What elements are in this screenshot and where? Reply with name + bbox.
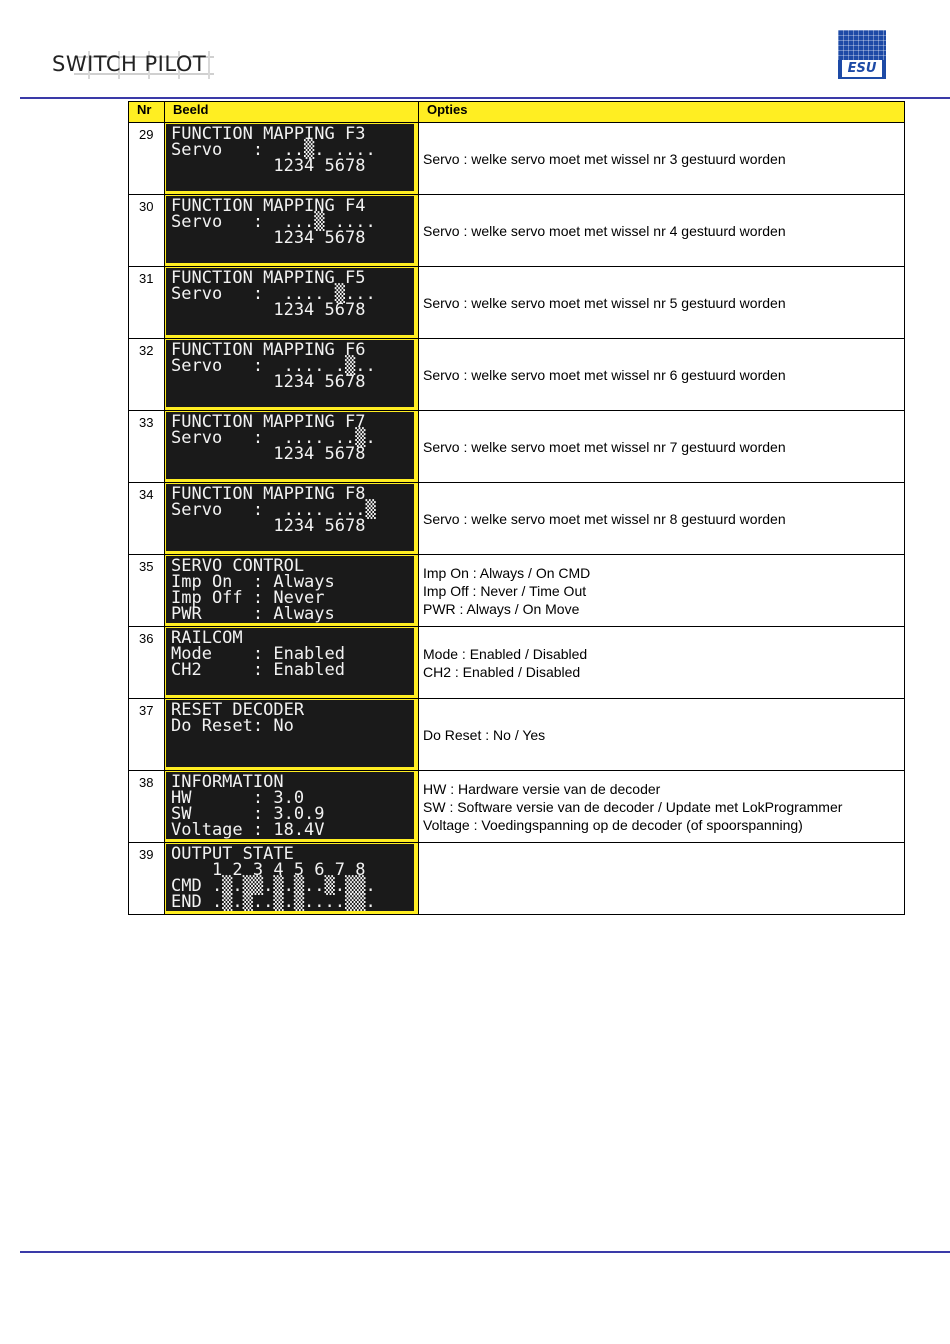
lcd-screen xyxy=(166,412,414,479)
row-number: 37 xyxy=(129,699,165,771)
table-row xyxy=(129,483,905,555)
footer-rule xyxy=(20,1251,950,1253)
options-cell xyxy=(419,843,905,915)
esu-logo-text: ESU xyxy=(842,60,882,77)
header-beeld: Beeld xyxy=(165,102,419,123)
brand-name: SWITCH PILOT xyxy=(52,52,207,76)
switch-pilot-logo xyxy=(52,48,217,80)
lcd-screen xyxy=(166,772,414,839)
lcd-line: RESET DECODER xyxy=(171,700,305,720)
row-number: 31 xyxy=(129,267,165,339)
lcd-line: FUNCTION MAPPING F3 xyxy=(171,124,366,144)
lcd-line: Do Reset: No xyxy=(171,716,294,736)
row-number: 35 xyxy=(129,555,165,627)
display-cell xyxy=(165,627,419,699)
option-line: Servo : welke servo moet met wissel nr 7 gestuurd worden xyxy=(423,438,786,455)
display-cell xyxy=(165,195,419,267)
option-line: Servo : welke servo moet met wissel nr 4 gestuurd worden xyxy=(423,222,786,239)
lcd-line: 1234 5678 xyxy=(171,444,366,464)
option-line: Voltage : Voedingspanning op de decoder (of spoorspanning) xyxy=(423,816,803,833)
options-cell xyxy=(419,699,905,771)
option-line: Servo : welke servo moet met wissel nr 8 gestuurd worden xyxy=(423,510,786,527)
lcd-line: Servo : ..▒. .... xyxy=(171,140,376,160)
esu-logo xyxy=(838,30,886,79)
table-row xyxy=(129,339,905,411)
option-line: Imp Off : Never / Time Out xyxy=(423,582,587,599)
row-number: 32 xyxy=(129,339,165,411)
lcd-screen xyxy=(166,124,414,191)
header-opties: Opties xyxy=(419,102,905,123)
lcd-line: 1 2 3 4 5 6 7 8 xyxy=(171,860,366,880)
option-line: Mode : Enabled / Disabled xyxy=(423,645,588,662)
row-number: 38 xyxy=(129,771,165,843)
lcd-line: FUNCTION MAPPING F6 xyxy=(171,340,366,360)
row-number: 36 xyxy=(129,627,165,699)
lcd-line: PWR : Always xyxy=(171,604,335,623)
table-row xyxy=(129,627,905,699)
lcd-line: FUNCTION MAPPING F8 xyxy=(171,484,366,504)
display-cell xyxy=(165,771,419,843)
display-cell xyxy=(165,483,419,555)
row-number: 39 xyxy=(129,843,165,915)
lcd-line: Servo : .... ..▒. xyxy=(171,428,376,448)
row-number: 33 xyxy=(129,411,165,483)
lcd-line: Voltage : 18.4V xyxy=(171,820,325,839)
option-line: Servo : welke servo moet met wissel nr 6 gestuurd worden xyxy=(423,366,786,383)
lcd-line: HW : 3.0 xyxy=(171,788,305,808)
options-cell xyxy=(419,267,905,339)
options-cell xyxy=(419,195,905,267)
lcd-line: Imp Off : Never xyxy=(171,588,325,608)
table-row xyxy=(129,699,905,771)
lcd-line: 1234 5678 xyxy=(171,516,366,536)
table-row xyxy=(129,771,905,843)
lcd-line: FUNCTION MAPPING F4 xyxy=(171,196,366,216)
table-row xyxy=(129,123,905,195)
lcd-line: 1234 5678 xyxy=(171,372,366,392)
lcd-screen xyxy=(166,340,414,407)
lcd-line: 1234 5678 xyxy=(171,156,366,176)
table-row xyxy=(129,267,905,339)
header-rule xyxy=(20,97,950,99)
table-row xyxy=(129,195,905,267)
row-number: 34 xyxy=(129,483,165,555)
lcd-line: Imp On : Always xyxy=(171,572,335,592)
option-line: Servo : welke servo moet met wissel nr 3 gestuurd worden xyxy=(423,150,786,167)
lcd-line: INFORMATION xyxy=(171,772,284,792)
options-cell xyxy=(419,483,905,555)
lcd-line: Servo : .... ...▒ xyxy=(171,500,376,520)
lcd-screen xyxy=(166,556,414,623)
lcd-line: Mode : Enabled xyxy=(171,644,345,664)
option-line: Servo : welke servo moet met wissel nr 5 gestuurd worden xyxy=(423,294,786,311)
options-cell xyxy=(419,339,905,411)
options-cell xyxy=(419,555,905,627)
table-row xyxy=(129,843,905,915)
option-line: Imp On : Always / On CMD xyxy=(423,564,591,581)
option-line: Do Reset : No / Yes xyxy=(423,726,546,743)
lcd-line: FUNCTION MAPPING F7 xyxy=(171,412,366,432)
option-line: PWR : Always / On Move xyxy=(423,600,580,617)
lcd-line: 1234 5678 xyxy=(171,228,366,248)
header-nr: Nr xyxy=(129,102,165,123)
display-cell xyxy=(165,123,419,195)
lcd-line: CH2 : Enabled xyxy=(171,660,345,680)
display-cell xyxy=(165,339,419,411)
display-cell xyxy=(165,555,419,627)
option-line: CH2 : Enabled / Disabled xyxy=(423,663,581,680)
lcd-screen xyxy=(166,844,414,911)
row-number: 30 xyxy=(129,195,165,267)
options-cell xyxy=(419,627,905,699)
option-line: HW : Hardware versie van de decoder xyxy=(423,780,661,797)
lcd-line: SERVO CONTROL xyxy=(171,556,305,576)
table-row xyxy=(129,411,905,483)
options-cell xyxy=(419,123,905,195)
options-cell xyxy=(419,411,905,483)
lcd-line: SW : 3.0.9 xyxy=(171,804,325,824)
option-line: SW : Software versie van de decoder / Update met LokProgrammer xyxy=(423,798,843,815)
lcd-screen xyxy=(166,484,414,551)
lcd-line: CMD .▒.▒▒.▒.▒..▒.▒▒. xyxy=(171,876,376,896)
settings-table xyxy=(128,101,905,915)
lcd-line: 1234 5678 xyxy=(171,300,366,320)
lcd-line: RAILCOM xyxy=(171,628,243,648)
lcd-line: Servo : ...▒ .... xyxy=(171,212,376,232)
display-cell xyxy=(165,699,419,771)
display-cell xyxy=(165,267,419,339)
esu-logo-pattern xyxy=(838,30,886,60)
display-cell xyxy=(165,411,419,483)
lcd-line: END .▒.▒..▒.▒....▒▒. xyxy=(171,892,376,911)
lcd-screen xyxy=(166,700,414,767)
row-number: 29 xyxy=(129,123,165,195)
lcd-screen xyxy=(166,268,414,335)
options-cell xyxy=(419,771,905,843)
table-row xyxy=(129,555,905,627)
lcd-screen xyxy=(166,196,414,263)
lcd-line: FUNCTION MAPPING F5 xyxy=(171,268,366,288)
lcd-line: Servo : .... ▒... xyxy=(171,284,376,304)
lcd-screen xyxy=(166,628,414,695)
lcd-line: Servo : .... .▒.. xyxy=(171,356,376,376)
display-cell xyxy=(165,843,419,915)
lcd-line: OUTPUT STATE xyxy=(171,844,294,864)
table-header-row xyxy=(129,102,905,123)
